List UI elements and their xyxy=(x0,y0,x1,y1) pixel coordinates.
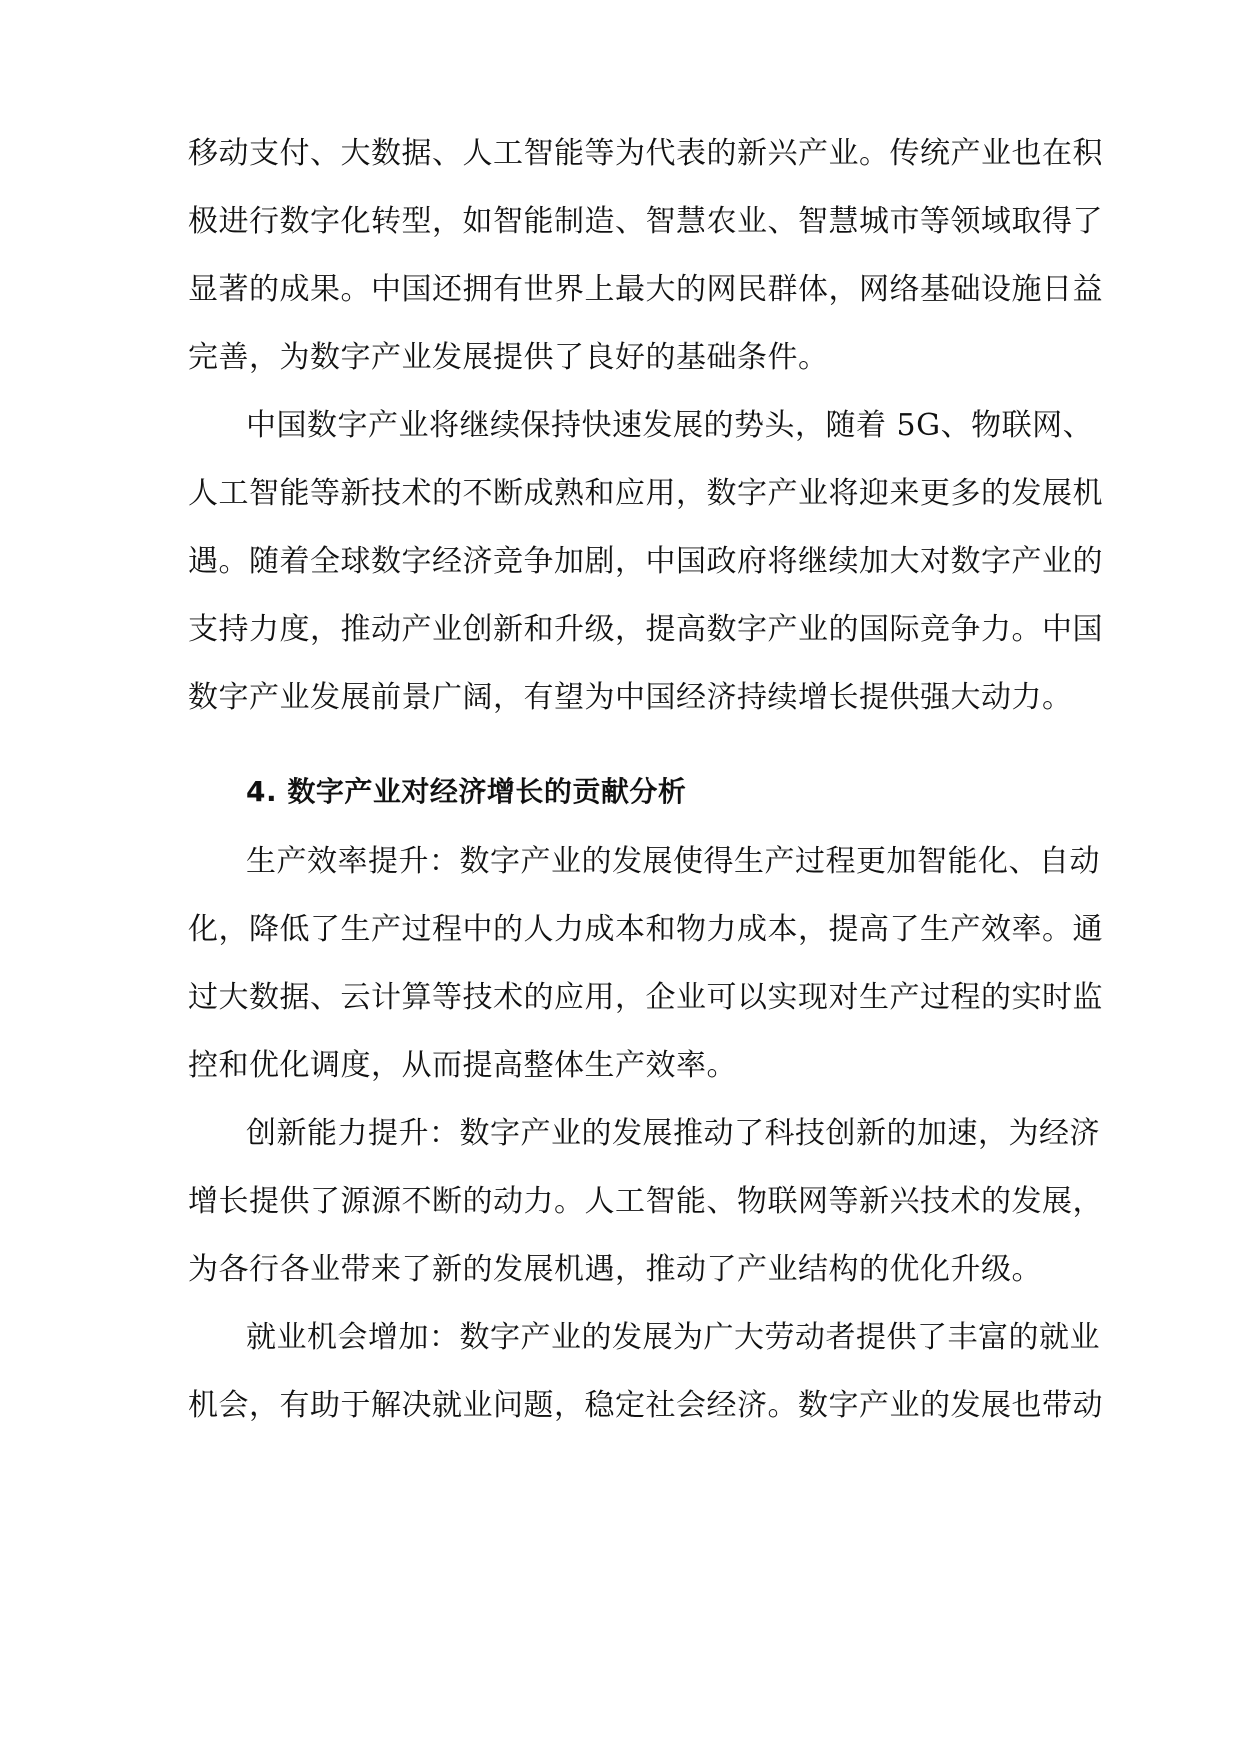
paragraph-line: 为各行各业带来了新的发展机遇，推动了产业结构的优化升级。 xyxy=(188,1252,1042,1287)
paragraph-line: 遇。随着全球数字经济竞争加剧，中国政府将继续加大对数字产业的 xyxy=(188,544,1103,579)
paragraph-line: 完善，为数字产业发展提供了良好的基础条件。 xyxy=(188,340,829,375)
paragraph-line: 机会，有助于解决就业问题，稳定社会经济。数字产业的发展也带动 xyxy=(188,1388,1103,1423)
paragraph-line: 支持力度，推动产业创新和升级，提高数字产业的国际竞争力。中国 xyxy=(188,612,1103,647)
paragraph-line: 显著的成果。中国还拥有世界上最大的网民群体，网络基础设施日益 xyxy=(188,272,1103,307)
paragraph-line: 中国数字产业将继续保持快速发展的势头，随着 5G、物联网、 xyxy=(246,408,1094,443)
paragraph-line: 生产效率提升：数字产业的发展使得生产过程更加智能化、自动 xyxy=(246,844,1100,879)
paragraph-line: 移动支付、大数据、人工智能等为代表的新兴产业。传统产业也在积 xyxy=(188,136,1103,171)
paragraph-line: 人工智能等新技术的不断成熟和应用，数字产业将迎来更多的发展机 xyxy=(188,476,1103,511)
paragraph-line: 过大数据、云计算等技术的应用，企业可以实现对生产过程的实时监 xyxy=(188,980,1103,1015)
section-heading: 4. 数字产业对经济增长的贡献分析 xyxy=(246,775,687,808)
paragraph-line: 控和优化调度，从而提高整体生产效率。 xyxy=(188,1048,737,1083)
paragraph-line: 增长提供了源源不断的动力。人工智能、物联网等新兴技术的发展， xyxy=(188,1184,1103,1219)
paragraph-line: 数字产业发展前景广阔，有望为中国经济持续增长提供强大动力。 xyxy=(188,680,1073,715)
paragraph-line: 就业机会增加：数字产业的发展为广大劳动者提供了丰富的就业 xyxy=(246,1320,1100,1355)
paragraph-line: 化，降低了生产过程中的人力成本和物力成本，提高了生产效率。通 xyxy=(188,912,1103,947)
paragraph-line: 极进行数字化转型，如智能制造、智慧农业、智慧城市等领域取得了 xyxy=(188,204,1103,239)
paragraph-line: 创新能力提升：数字产业的发展推动了科技创新的加速，为经济 xyxy=(246,1116,1100,1151)
